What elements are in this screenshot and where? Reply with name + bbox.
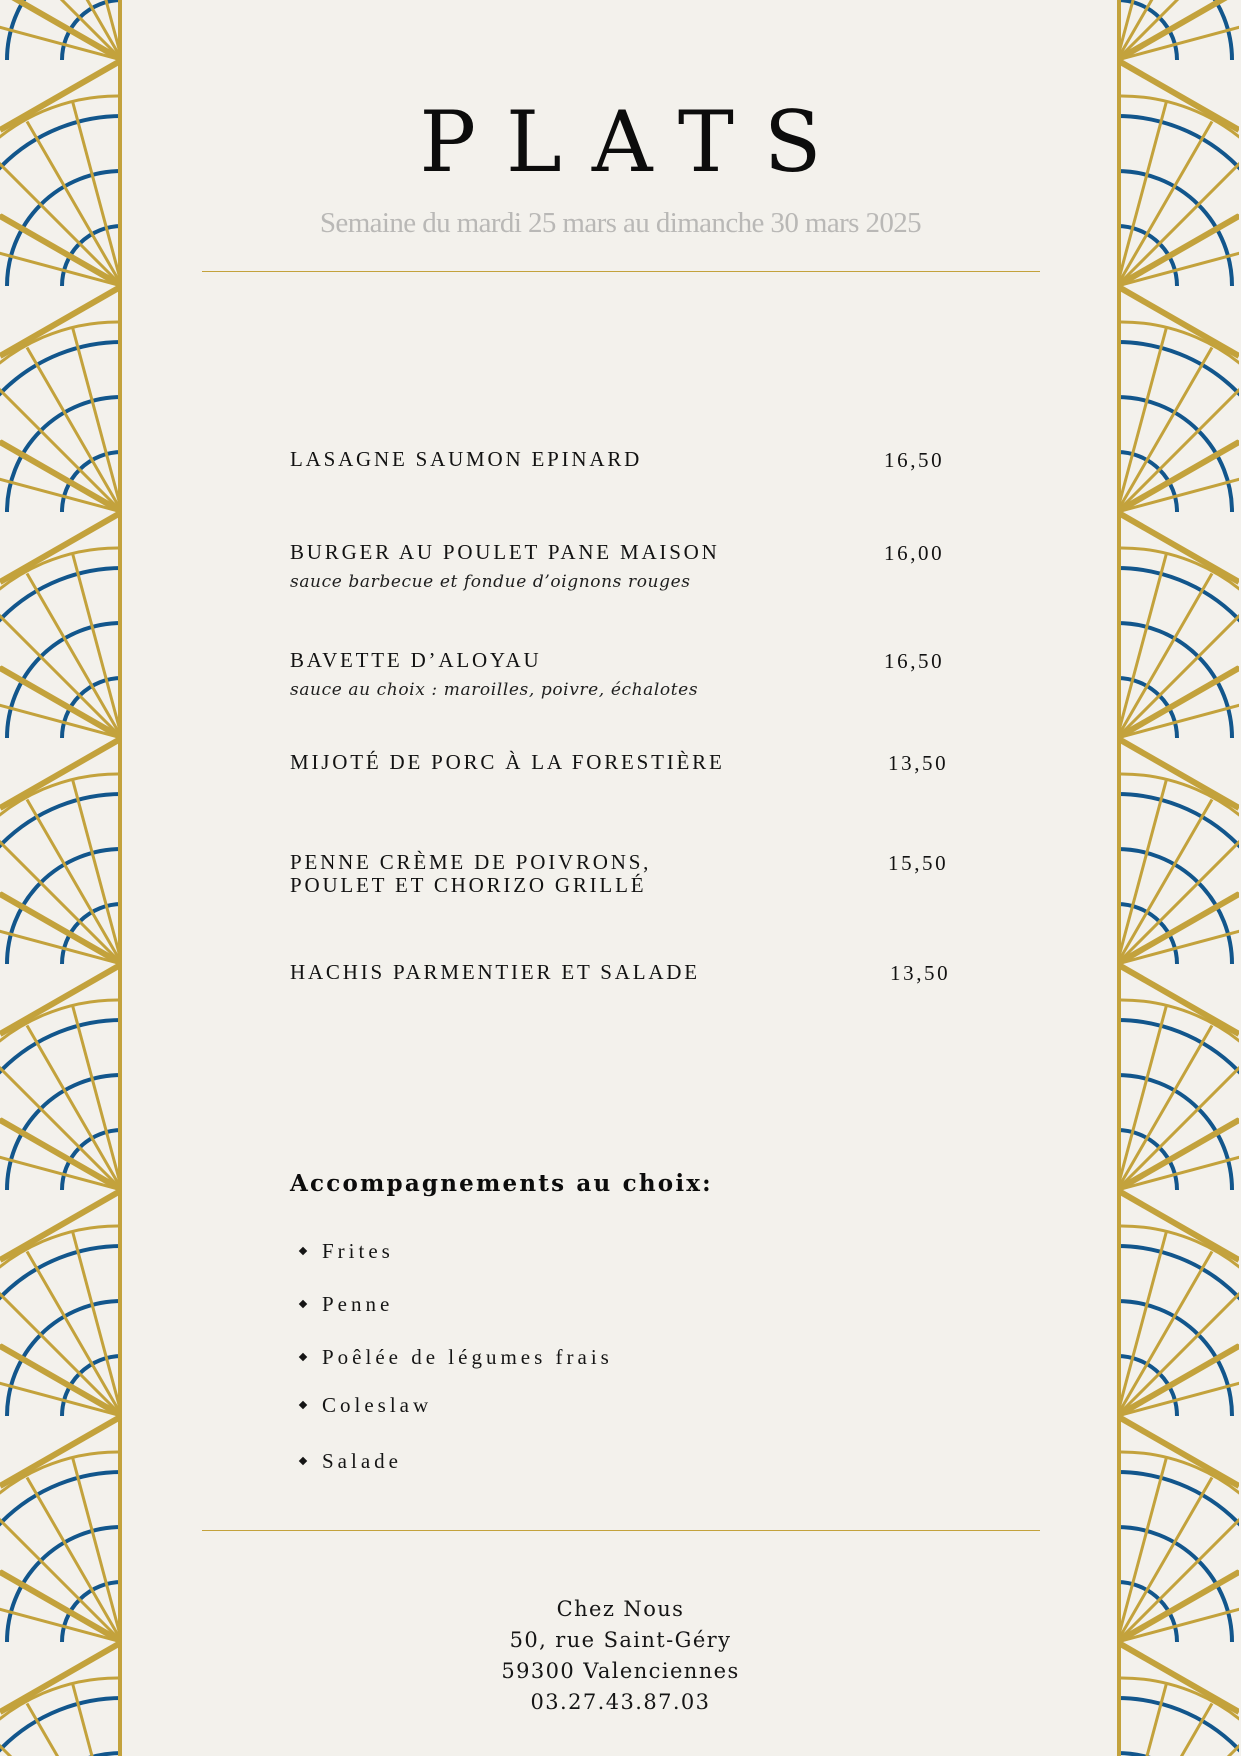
side-item-label: Penne [322, 1292, 394, 1316]
dish-item [290, 961, 970, 984]
bullet-icon [299, 1300, 307, 1308]
dish-name: HACHIS PARMENTIER ET SALADE [290, 960, 700, 984]
restaurant-name: Chez Nous [556, 1597, 685, 1621]
dish-item [290, 541, 970, 592]
side-item [300, 1393, 432, 1418]
dish-description: sauce barbecue et fondue d’oignons rouges [290, 572, 691, 592]
side-item-label: Coleslaw [322, 1393, 433, 1417]
bullet-icon [299, 1247, 307, 1255]
restaurant-phone: 03.27.43.87.03 [530, 1690, 711, 1714]
fan-pattern-right [1117, 0, 1239, 1756]
dish-price: 15,50 [888, 851, 949, 875]
dish-price: 13,50 [890, 961, 951, 985]
right-decorative-border [1117, 0, 1239, 1756]
page-title: PLATS [419, 93, 852, 191]
dish-price: 16,50 [884, 448, 945, 472]
dish-price: 16,00 [884, 541, 945, 565]
bullet-icon [299, 1457, 307, 1465]
dish-price: 16,50 [884, 649, 945, 673]
dish-name: BURGER AU POULET PANE MAISON [290, 540, 720, 564]
side-item-label: Frites [322, 1239, 394, 1263]
side-item-label: Poêlée de légumes frais [322, 1345, 613, 1369]
top-divider [202, 271, 1040, 272]
dish-item [290, 448, 970, 471]
fan-pattern-left [0, 0, 122, 1756]
dish-item [290, 851, 970, 897]
dish-name: MIJOTÉ DE PORC À LA FORESTIÈRE [290, 750, 725, 774]
bullet-icon [299, 1353, 307, 1361]
side-item [300, 1292, 393, 1317]
dish-price: 13,50 [888, 751, 949, 775]
left-decorative-border [0, 0, 122, 1756]
sides-heading: Accompagnements au choix: [290, 1170, 713, 1197]
dish-name: PENNE CRÈME DE POIVRONS, POULET ET CHORIZO GRILLÉ [290, 850, 652, 897]
restaurant-city: 59300 Valenciennes [501, 1659, 740, 1683]
restaurant-info [0, 1594, 1241, 1718]
dish-item [290, 751, 970, 774]
dish-item [290, 649, 970, 700]
bullet-icon [299, 1401, 307, 1409]
dish-description: sauce au choix : maroilles, poivre, échalotes [290, 680, 699, 700]
restaurant-street: 50, rue Saint-Géry [509, 1628, 732, 1652]
week-subtitle: Semaine du mardi 25 mars au dimanche 30 mars 2025 [319, 207, 922, 239]
side-item-label: Salade [322, 1449, 402, 1473]
side-item [300, 1345, 613, 1370]
side-item [300, 1449, 402, 1474]
dish-name: BAVETTE D’ALOYAU [290, 648, 542, 672]
side-item [300, 1239, 394, 1264]
bottom-divider [202, 1530, 1040, 1531]
dish-name: LASAGNE SAUMON EPINARD [290, 447, 643, 471]
